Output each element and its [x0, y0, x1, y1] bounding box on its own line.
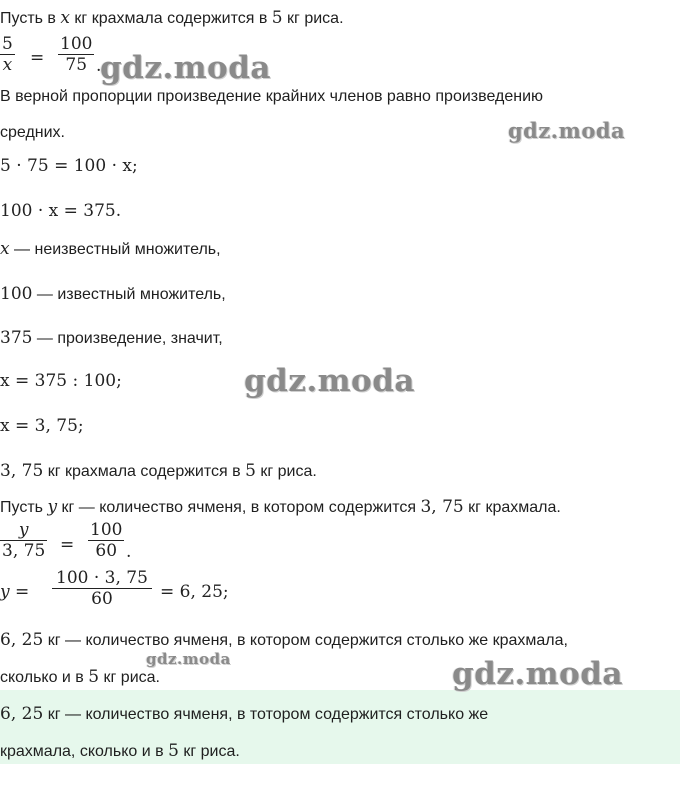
- text: — произведение, значит,: [32, 330, 223, 347]
- fraction-100-over-75: [58, 34, 94, 75]
- number: 5: [271, 8, 283, 28]
- statement-line-9: [0, 328, 223, 348]
- watermark: gdz.moda: [244, 363, 415, 399]
- statement-line-7: [0, 239, 221, 259]
- numerator: 5: [2, 34, 13, 54]
- fraction-calc: [52, 568, 152, 609]
- answer-line-1: [0, 704, 488, 724]
- statement-line-16: [0, 630, 568, 650]
- statement-line-4: средних.: [0, 124, 65, 141]
- denominator: 60: [91, 589, 113, 609]
- number: 5: [245, 461, 256, 481]
- text: кг крахмала.: [463, 499, 561, 516]
- fraction-y-over-3-75: [0, 520, 47, 561]
- fraction-100-over-60: [88, 520, 124, 561]
- watermark: gdz.moda: [100, 50, 271, 86]
- var-x: x: [0, 239, 10, 259]
- number: 3, 75: [420, 497, 464, 517]
- watermark: gdz.moda: [508, 118, 626, 143]
- number: 375: [0, 328, 33, 348]
- text: кг — количество ячменя, в котором содержится столько же крахмала,: [43, 632, 568, 649]
- statement-line-1: [0, 8, 344, 28]
- denominator: 75: [65, 55, 88, 75]
- number: 100: [0, 284, 33, 304]
- equation-2: 100 · x = 375.: [0, 201, 122, 221]
- text: кг крахмала содержится в: [43, 463, 246, 480]
- denominator: 60: [95, 541, 118, 561]
- equals-sign: =: [60, 535, 75, 555]
- watermark: gdz.moda: [146, 650, 231, 668]
- var-x: x: [60, 8, 70, 28]
- statement-line-8: [0, 284, 226, 304]
- number: 3, 75: [0, 461, 44, 481]
- fraction-5-over-x: [0, 34, 15, 75]
- number: 6, 25: [0, 704, 44, 724]
- text: Пусть в: [0, 10, 61, 27]
- watermark: gdz.moda: [452, 656, 623, 692]
- text: кг риса.: [99, 669, 160, 686]
- equation-4: x = 3, 75;: [0, 416, 84, 436]
- denominator: 3, 75: [2, 541, 46, 561]
- number: 5: [88, 667, 100, 687]
- text: крахмала, сколько и в: [0, 743, 169, 760]
- text: — неизвестный множитель,: [9, 241, 221, 258]
- calc-rhs: = 6, 25;: [160, 582, 229, 602]
- denominator: x: [2, 55, 13, 75]
- statement-line-17: [0, 667, 160, 687]
- period: .: [126, 542, 132, 562]
- number: 6, 25: [0, 630, 44, 650]
- var-y: y: [47, 497, 58, 517]
- text: кг — количество ячменя, в котором содержится: [57, 499, 421, 516]
- period: .: [96, 56, 102, 76]
- equals-sign: =: [30, 48, 45, 68]
- numerator: y: [18, 520, 29, 540]
- text: кг крахмала содержится в: [69, 10, 272, 27]
- text: кг риса.: [282, 10, 344, 27]
- text: Пусть: [0, 499, 48, 516]
- equation-3: x = 375 : 100;: [0, 371, 122, 391]
- answer-line-2: [0, 741, 240, 761]
- statement-line-3: В верной пропорции произведение крайних членов равно произведению: [0, 88, 543, 105]
- text: кг — количество ячменя, в тотором содержится столько же: [43, 706, 489, 723]
- text: — известный множитель,: [32, 286, 226, 303]
- text: кг риса.: [178, 743, 240, 760]
- numerator: 100: [90, 520, 123, 540]
- statement-line-12: [0, 461, 317, 481]
- text: сколько и в: [0, 669, 89, 686]
- text: кг риса.: [255, 463, 317, 480]
- calc-lhs: y =: [0, 582, 30, 602]
- number: 5: [168, 741, 179, 761]
- numerator: 100: [60, 34, 93, 54]
- statement-line-13: [0, 497, 561, 517]
- equation-1: 5 · 75 = 100 · x;: [0, 156, 138, 176]
- numerator: 100 · 3, 75: [56, 568, 148, 588]
